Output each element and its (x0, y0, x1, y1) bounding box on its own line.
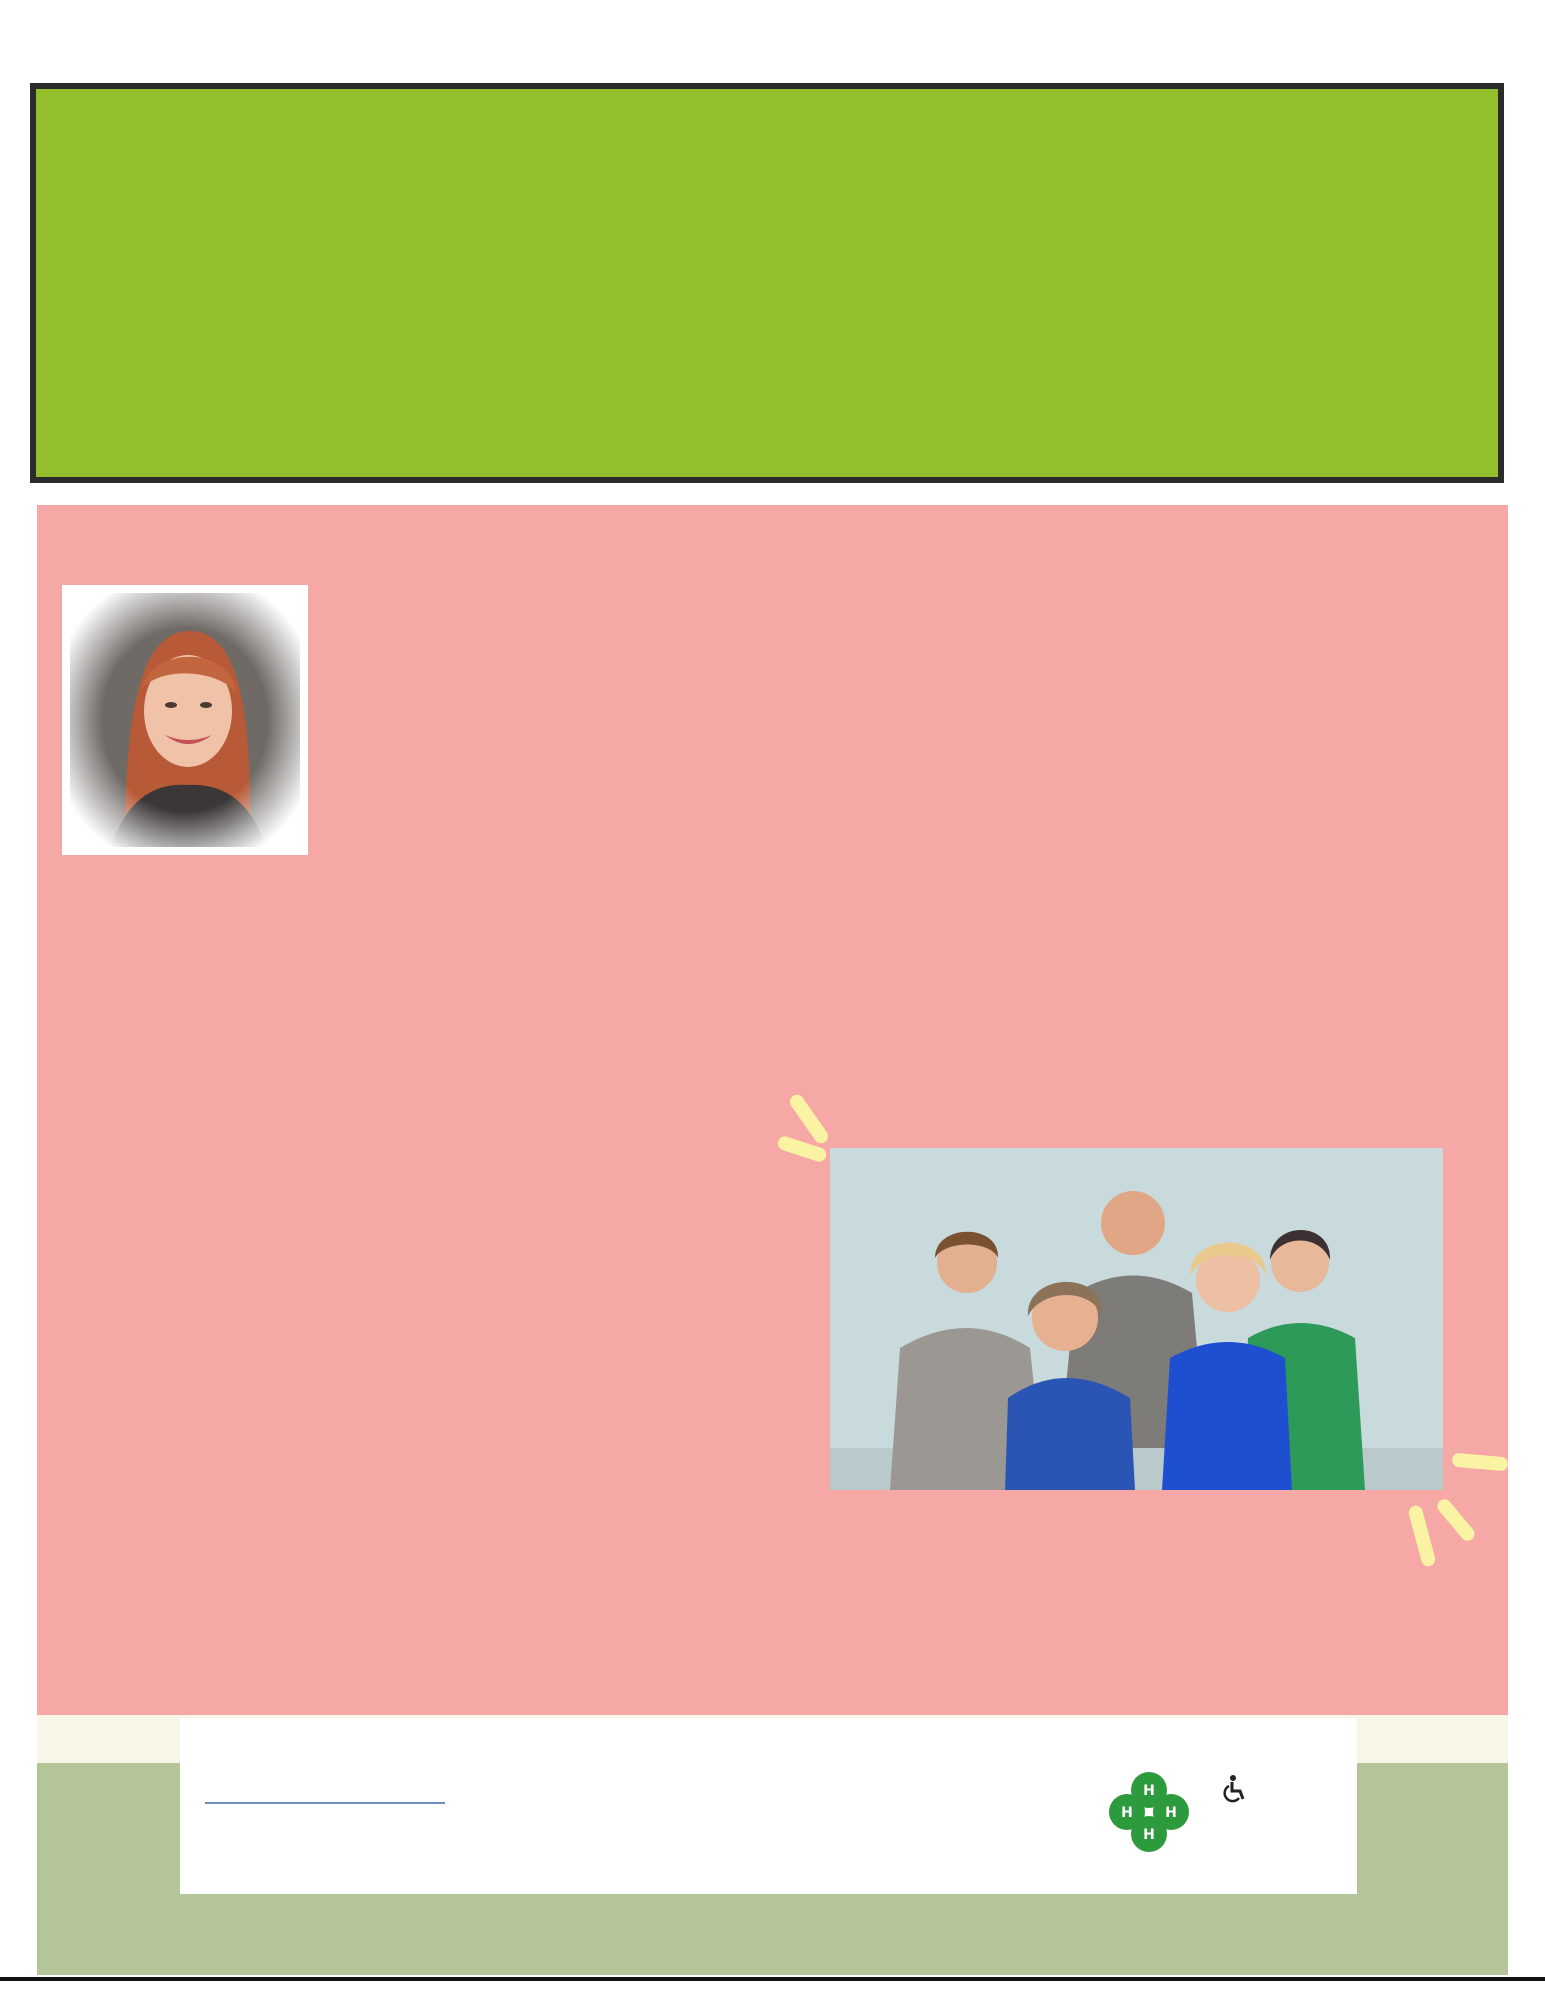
svg-text:H: H (1121, 1805, 1133, 1821)
sun-ray-decoration (787, 1092, 831, 1146)
author-portrait (62, 585, 308, 855)
uk-logo-icon (1016, 107, 1116, 177)
extension-footer-card (180, 1718, 1357, 1894)
svg-text:H: H (1143, 1783, 1155, 1799)
svg-text:H: H (1143, 1827, 1155, 1843)
masthead (30, 83, 1504, 483)
footer-divider (205, 1802, 445, 1804)
article-panel (37, 505, 1508, 1715)
sun-ray-decoration (1407, 1504, 1437, 1568)
page-bottom-rule (0, 1977, 1545, 1981)
watermelon-border-bottom (44, 1908, 1508, 1968)
watermelon-seeds-decoration (37, 1585, 1508, 1685)
four-h-clover-icon (1107, 1770, 1191, 1854)
wheelchair-icon (1220, 1774, 1250, 1804)
portrait-image (70, 593, 300, 847)
sun-ray-decoration (1451, 1453, 1508, 1472)
staff-group-photo (830, 1148, 1443, 1490)
sun-ray-decoration (1435, 1496, 1478, 1543)
watermelon-border-top (58, 111, 988, 181)
svg-text:H: H (1165, 1805, 1177, 1821)
